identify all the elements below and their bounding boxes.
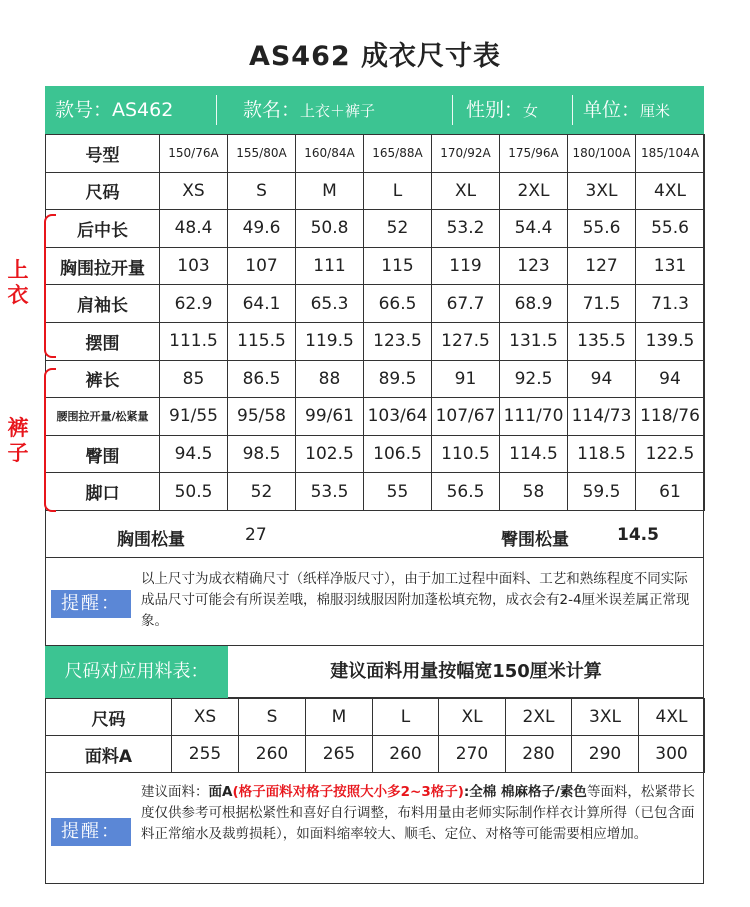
table-cell: 155/80A (228, 135, 296, 173)
table-row (46, 322, 705, 360)
table-cell: 94.5 (160, 435, 228, 473)
table-row (46, 285, 705, 323)
table-cell: 280 (506, 736, 572, 773)
table-cell: 4XL (636, 172, 705, 210)
table-cell: 65.3 (296, 285, 364, 323)
table-cell: 123.5 (364, 322, 432, 360)
table-cell: 95/58 (228, 398, 296, 436)
fabric-a-label: 面A (208, 784, 233, 800)
page-title: AS462 成衣尺寸表 (248, 41, 502, 72)
table-cell: M (306, 699, 373, 736)
table-cell: 175/96A (500, 135, 568, 173)
hip-ease-value: 14.5 (617, 525, 659, 545)
style-number: 款号：AS462 (55, 99, 174, 121)
reminder-badge: 提醒： (51, 590, 131, 618)
table-cell: 48.4 (160, 210, 228, 248)
table-cell: 260 (373, 736, 439, 773)
row-label: 面料A (46, 736, 172, 773)
table-cell: 139.5 (636, 322, 705, 360)
row-label: 臀围 (46, 435, 160, 473)
table-cell: 99/61 (296, 398, 364, 436)
table-cell: 92.5 (500, 360, 568, 398)
table-cell: 119 (432, 247, 500, 285)
gender-value: 女 (523, 102, 539, 120)
table-cell: 160/84A (296, 135, 364, 173)
table-cell: 255 (172, 736, 239, 773)
table-cell: 300 (639, 736, 705, 773)
gender (466, 86, 538, 134)
row-label: 裤长 (46, 360, 160, 398)
plaid-highlight: (格子面料对格子按照大小多2~3格子) (232, 784, 464, 800)
unit-label: 单位： (583, 99, 641, 121)
table-cell: 98.5 (228, 435, 296, 473)
table-row (46, 360, 705, 398)
table-cell: 131.5 (500, 322, 568, 360)
table-cell: 102.5 (296, 435, 364, 473)
header-divider (572, 95, 573, 125)
table-cell: 50.8 (296, 210, 364, 248)
table-cell: XS (160, 172, 228, 210)
table-cell: 71.3 (636, 285, 705, 323)
fabric-note-body: 等面料，松紧带长度仅供参考可根据松紧性和喜好自行调整，布料用量由老师实际制作样衣计算所得（已包含面料正常缩水及裁剪损耗），如面料缩率较大、顺毛、定位、对格等可能需要相应增加。 (141, 784, 695, 842)
header-divider (216, 95, 217, 125)
reminder-text (141, 782, 696, 845)
table-cell: 52 (364, 210, 432, 248)
size-row (46, 172, 705, 210)
table-cell: 170/92A (432, 135, 500, 173)
table-cell: 260 (239, 736, 306, 773)
table-cell: 122.5 (636, 435, 705, 473)
reminder-badge: 提醒： (51, 818, 131, 846)
table-cell: 111 (296, 247, 364, 285)
table-cell: 88 (296, 360, 364, 398)
style-name-label: 款名： (243, 99, 301, 121)
pants-group-label: 裤子 (7, 416, 29, 465)
table-row (46, 210, 705, 248)
table-cell: 270 (439, 736, 506, 773)
table-cell: 290 (572, 736, 639, 773)
fabric-amount-row (46, 736, 705, 773)
table-cell: 131 (636, 247, 705, 285)
table-cell: 62.9 (160, 285, 228, 323)
table-cell: 185/104A (636, 135, 705, 173)
table-cell: 265 (306, 736, 373, 773)
table-cell: XS (172, 699, 239, 736)
table-cell: 2XL (500, 172, 568, 210)
table-cell: 86.5 (228, 360, 296, 398)
table-cell: XL (432, 172, 500, 210)
table-cell: 114/73 (568, 398, 636, 436)
table-cell: 118.5 (568, 435, 636, 473)
reminder-text: 以上尺寸为成衣精确尺寸（纸样净版尺寸），由于加工过程中面料、工艺和熟练程度不同实际成品尺寸可能会有所误差哦，棉服羽绒服因附加蓬松填充物，成衣会有2-4厘米误差属正常现象。 (141, 571, 690, 629)
fabric-table (45, 698, 705, 773)
table-cell: 111.5 (160, 322, 228, 360)
row-label: 肩袖长 (46, 285, 160, 323)
table-cell: 107/67 (432, 398, 500, 436)
table-cell: 50.5 (160, 473, 228, 511)
table-cell: S (239, 699, 306, 736)
table-cell: XL (439, 699, 506, 736)
gender-label: 性别： (466, 99, 524, 121)
table-cell: 55.6 (568, 210, 636, 248)
table-cell: 91 (432, 360, 500, 398)
fabric-size-row (46, 699, 705, 736)
top-group-label: 上衣 (7, 258, 29, 307)
table-cell: 89.5 (364, 360, 432, 398)
fabric-width-note: 建议面料用量按幅宽150厘米计算 (330, 661, 602, 682)
ease-row (45, 514, 704, 558)
pants-group-bracket (44, 368, 56, 512)
table-cell: 103/64 (364, 398, 432, 436)
table-cell: 110.5 (432, 435, 500, 473)
table-cell: 94 (568, 360, 636, 398)
table-cell: 115.5 (228, 322, 296, 360)
table-row (46, 473, 705, 511)
row-label: 后中长 (46, 210, 160, 248)
row-label: 胸围拉开量 (46, 247, 160, 285)
chest-ease-value: 27 (245, 525, 267, 545)
header-bar (45, 86, 704, 134)
table-cell: 61 (636, 473, 705, 511)
chest-ease-label: 胸围松量 (117, 530, 185, 550)
unit-value: 厘米 (640, 102, 671, 120)
table-cell: 66.5 (364, 285, 432, 323)
table-cell: 91/55 (160, 398, 228, 436)
table-cell: L (364, 172, 432, 210)
table-cell: 114.5 (500, 435, 568, 473)
table-row (46, 435, 705, 473)
row-label: 号型 (46, 135, 160, 173)
table-cell: S (228, 172, 296, 210)
table-cell: 3XL (568, 172, 636, 210)
table-cell: 49.6 (228, 210, 296, 248)
table-cell: 71.5 (568, 285, 636, 323)
fabric-header (45, 646, 704, 698)
unit (583, 86, 670, 134)
table-cell: 58 (500, 473, 568, 511)
row-label: 脚口 (46, 473, 160, 511)
table-cell: 55.6 (636, 210, 705, 248)
hip-ease-label: 臀围松量 (501, 530, 569, 550)
row-label: 摆围 (46, 322, 160, 360)
table-cell: 165/88A (364, 135, 432, 173)
table-cell: L (373, 699, 439, 736)
table-cell: 59.5 (568, 473, 636, 511)
table-cell: M (296, 172, 364, 210)
table-cell: 55 (364, 473, 432, 511)
fabric-suggest-prefix: 建议面料： (141, 784, 209, 800)
table-cell: 119.5 (296, 322, 364, 360)
table-cell: 85 (160, 360, 228, 398)
table-cell: 103 (160, 247, 228, 285)
table-cell: 2XL (506, 699, 572, 736)
size-table (45, 134, 705, 511)
table-cell: 94 (636, 360, 705, 398)
table-cell: 115 (364, 247, 432, 285)
reminder-2 (45, 772, 704, 884)
table-cell: 107 (228, 247, 296, 285)
table-cell: 53.2 (432, 210, 500, 248)
table-cell: 54.4 (500, 210, 568, 248)
table-row (46, 247, 705, 285)
table-cell: 180/100A (568, 135, 636, 173)
style-name (243, 86, 375, 134)
table-cell: 135.5 (568, 322, 636, 360)
row-label: 尺码 (46, 172, 160, 210)
table-cell: 127 (568, 247, 636, 285)
table-cell: 127.5 (432, 322, 500, 360)
reminder-1 (45, 558, 704, 646)
row-label: 腰围拉开量/松紧量 (46, 398, 160, 436)
table-cell: 68.9 (500, 285, 568, 323)
table-cell: 64.1 (228, 285, 296, 323)
table-cell: 56.5 (432, 473, 500, 511)
fabric-table-tag: 尺码对应用料表： (45, 646, 228, 698)
material-list: :全棉 棉麻格子/素色 (463, 784, 587, 800)
table-cell: 52 (228, 473, 296, 511)
table-cell: 111/70 (500, 398, 568, 436)
row-label: 尺码 (46, 699, 172, 736)
table-cell: 123 (500, 247, 568, 285)
style-name-value: 上衣＋裤子 (300, 102, 376, 120)
top-group-bracket (44, 214, 56, 358)
table-cell: 4XL (639, 699, 705, 736)
header-divider (452, 95, 453, 125)
table-cell: 106.5 (364, 435, 432, 473)
table-cell: 118/76 (636, 398, 705, 436)
table-cell: 3XL (572, 699, 639, 736)
table-cell: 53.5 (296, 473, 364, 511)
table-cell: 150/76A (160, 135, 228, 173)
table-row (46, 398, 705, 436)
spec-row (46, 135, 705, 173)
table-cell: 67.7 (432, 285, 500, 323)
